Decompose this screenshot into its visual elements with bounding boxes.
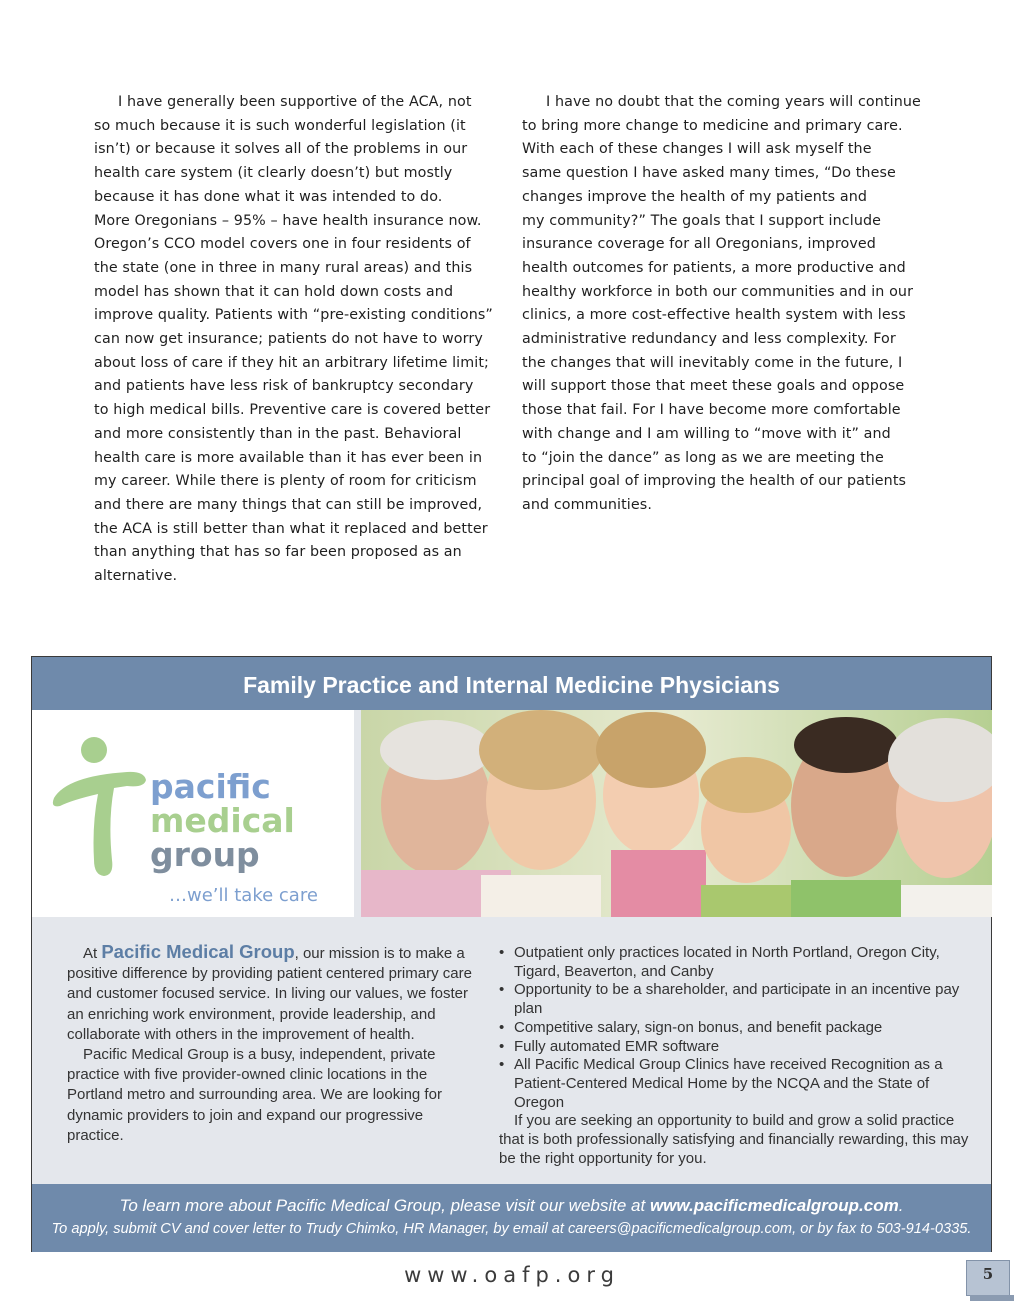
ad-footer-apply-line: To apply, submit CV and cover letter to Trudy Chimko, HR Manager, by email at careers@pacificmedicalgroup.com, or by fax to 503-914-0335. xyxy=(51,1221,972,1237)
page-number-box xyxy=(966,1260,1010,1296)
list-item: • Outpatient only practices located in North Portland, Oregon City, Tigard, Beaverton, and Canby xyxy=(499,944,969,981)
article-line: changes improve the health of my patients and xyxy=(522,188,868,205)
page-number: 5 xyxy=(982,1265,994,1283)
article-column-left xyxy=(94,91,514,589)
list-item: • Opportunity to be a shareholder, and participate in an incentive pay plan xyxy=(499,981,969,1018)
logo-word-group: group xyxy=(150,835,260,874)
article-line: to “join the dance” as long as we are meeting the xyxy=(522,449,884,466)
list-item: • Competitive salary, sign-on bonus, and benefit package xyxy=(499,1019,969,1038)
article-line: my community?” The goals that I support include xyxy=(522,212,882,229)
article-line: than anything that has so far been proposed as an xyxy=(94,544,462,561)
ad-footer xyxy=(32,1184,991,1252)
article-column-right xyxy=(522,91,942,518)
article-line: health outcomes for patients, a more productive and xyxy=(522,259,906,276)
article-line: and there are many things that can still be improved, xyxy=(94,496,483,513)
list-item: • All Pacific Medical Group Clinics have received Recognition as a Patient-Centered Medical Home by the NCQA and the State of Oregon xyxy=(499,1056,969,1112)
article-line: and patients have less risk of bankruptcy secondary xyxy=(94,378,474,395)
ad-brand-name: Pacific Medical Group xyxy=(101,941,295,962)
logo-wordmark xyxy=(150,767,295,874)
logo-word-medical: medical xyxy=(150,801,295,840)
article-line: about loss of care if they hit an arbitrary lifetime limit; xyxy=(94,354,489,371)
ad-mission-paragraph xyxy=(67,942,477,1045)
article-line: clinics, a more cost-effective health system with less xyxy=(522,307,906,324)
article-line: and communities. xyxy=(522,496,652,513)
article-line: will support those that meet these goals and oppose xyxy=(522,378,905,395)
ad-footer-suffix: . xyxy=(898,1196,904,1215)
article-line: because it has done what it was intended to do. xyxy=(94,188,443,205)
article-line: principal goal of improving the health of our patients xyxy=(522,473,907,490)
list-item: • Fully automated EMR software xyxy=(499,1038,969,1057)
article-line: More Oregonians – 95% – have health insurance now. xyxy=(94,212,482,229)
article-line: health care is more available than it has ever been in xyxy=(94,449,483,466)
ad-header: Family Practice and Internal Medicine Physicians xyxy=(32,657,991,710)
article-line: With each of these changes I will ask myself the xyxy=(522,141,872,158)
family-photo-illustration xyxy=(361,710,992,917)
article-line: so much because it is such wonderful legislation (it xyxy=(94,117,466,134)
family-photo xyxy=(361,710,992,917)
ad-benefits xyxy=(499,944,969,1168)
article-line: and more consistently than in the past. Behavioral xyxy=(94,425,462,442)
website-link[interactable]: www.pacificmedicalgroup.com xyxy=(649,1196,899,1215)
company-logo xyxy=(32,710,354,917)
article-line: to bring more change to medicine and primary care. xyxy=(522,117,903,134)
ad-closing-paragraph: If you are seeking an opportunity to build and grow a solid practice that is both professionally satisfying and financially rewarding, this may be the right opportunity for you. xyxy=(499,1112,969,1167)
article-line: alternative. xyxy=(94,568,178,585)
article-line: those that fail. For I have become more comfortable xyxy=(522,402,901,419)
site-url: www.oafp.org xyxy=(404,1263,620,1287)
ad-benefit-list xyxy=(499,944,969,1112)
article-line: can now get insurance; patients do not have to worry xyxy=(94,331,483,348)
ad-mission-lead: At xyxy=(83,945,102,962)
ad-practice-paragraph: Pacific Medical Group is a busy, independent, private practice with five provider-owned clinic locations in the Portland metro and surrounding area. We are looking for dynamic providers to join and expand our progressive practice. xyxy=(67,1046,442,1144)
article-line: health care system (it clearly doesn’t) but mostly xyxy=(94,165,453,182)
article-line: the state (one in three in many rural areas) and this xyxy=(94,259,473,276)
article-line: improve quality. Patients with “pre-existing conditions” xyxy=(94,307,493,324)
article-line: same question I have asked many times, “Do these xyxy=(522,165,896,182)
job-advertisement xyxy=(31,656,992,1252)
article-line: with change and I am willing to “move with it” and xyxy=(522,425,891,442)
article-line: healthy workforce in both our communities and in our xyxy=(522,283,914,300)
article-line: I have no doubt that the coming years will continue xyxy=(546,94,921,110)
logo-word-pacific: pacific xyxy=(150,767,271,806)
article-line: Oregon’s CCO model covers one in four residents of xyxy=(94,236,471,253)
article-line: to high medical bills. Preventive care is covered better xyxy=(94,402,491,419)
article-line: I have generally been supportive of the ACA, not xyxy=(118,94,472,110)
ad-mission-text xyxy=(67,942,477,1146)
article-line: administrative redundancy and less complexity. For xyxy=(522,331,896,348)
article-line: model has shown that it can hold down costs and xyxy=(94,283,454,300)
logo-tagline: …we’ll take care xyxy=(169,885,318,906)
article-line: the changes that will inevitably come in the future, I xyxy=(522,354,903,371)
ad-mission-rest: , our mission is to make a positive difference by providing patient centered primary care and customer focused service. In living our values, we foster an enriching work environment, provide leadership, and collaborate with others in the improvement of health. xyxy=(67,945,472,1043)
article-line: my career. While there is plenty of room for criticism xyxy=(94,473,477,490)
article-line: isn’t) or because it solves all of the problems in our xyxy=(94,141,468,158)
ad-footer-prefix: To learn more about Pacific Medical Group, please visit our website at xyxy=(119,1196,650,1215)
article-line: insurance coverage for all Oregonians, improved xyxy=(522,236,876,253)
article-line: the ACA is still better than what it replaced and better xyxy=(94,520,488,537)
ad-footer-website-line xyxy=(32,1196,991,1216)
